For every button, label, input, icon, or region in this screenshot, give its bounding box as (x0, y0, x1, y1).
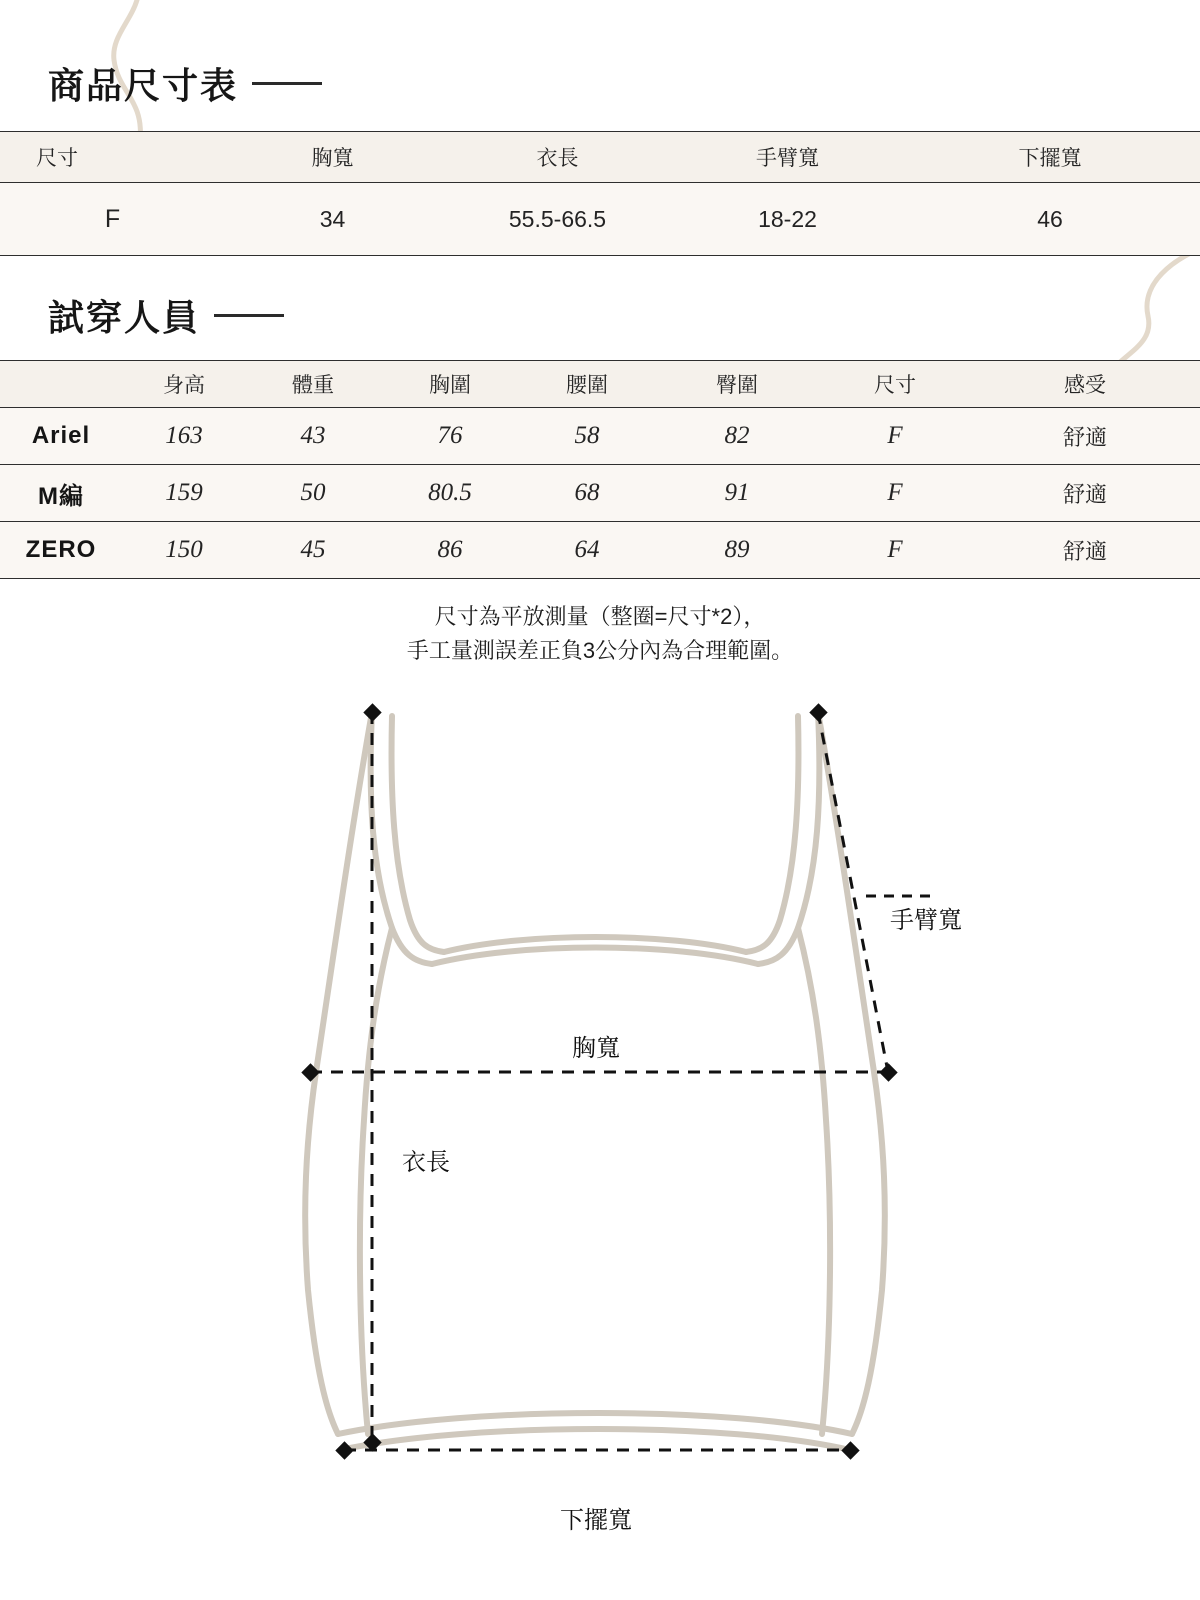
size-chart-title: 商品尺寸表 (48, 66, 239, 106)
model-feel: 舒適 (1062, 481, 1107, 507)
model-weight: 43 (300, 422, 326, 449)
table-header-row (0, 361, 1200, 408)
model-name: ZERO (25, 536, 97, 563)
heading-rule (252, 82, 322, 85)
model-header-feel: 感受 (1064, 374, 1106, 397)
bust-width-label: 胸寬 (572, 1035, 620, 1062)
size-header-size: 尺寸 (36, 147, 78, 170)
model-header-bust: 胸圍 (429, 374, 471, 397)
model-name: Ariel (31, 422, 91, 449)
model-weight: 50 (300, 479, 326, 506)
model-header-hip: 臀圍 (716, 374, 758, 397)
table-row (0, 183, 1200, 256)
model-hip: 89 (724, 536, 750, 563)
hem-width-label: 下擺寬 (560, 1507, 632, 1534)
heading-rule (214, 314, 284, 317)
size-cell-hem: 46 (1037, 205, 1063, 232)
table-row (0, 408, 1200, 465)
table-row (0, 522, 1200, 579)
size-cell-size: F (104, 204, 121, 233)
size-header-length: 衣長 (536, 147, 579, 170)
size-cell-bust: 34 (319, 205, 346, 232)
garment-measurement-diagram (0, 690, 1200, 1570)
measurement-note-line2: 手工量測誤差正負3公分內為合理範圍。 (406, 638, 794, 664)
arm-width-label: 手臂寬 (890, 907, 962, 934)
model-waist: 58 (574, 422, 600, 449)
model-header-height: 身高 (163, 374, 205, 397)
model-size: F (887, 536, 903, 563)
size-header-bust: 胸寬 (311, 147, 354, 170)
model-size: F (887, 479, 903, 506)
table-header-row (0, 132, 1200, 183)
model-height: 150 (165, 536, 203, 563)
model-bust: 80.5 (428, 479, 472, 506)
model-feel: 舒適 (1062, 424, 1107, 450)
size-chart-heading (48, 58, 322, 109)
model-waist: 64 (574, 536, 600, 563)
model-weight: 45 (300, 536, 326, 563)
size-cell-length: 55.5-66.5 (508, 205, 607, 232)
endpoint-marker (335, 1441, 353, 1459)
model-header-size: 尺寸 (874, 374, 916, 397)
model-hip: 82 (724, 422, 750, 449)
size-table-container (0, 131, 1200, 256)
size-header-arm: 手臂寬 (756, 147, 819, 170)
endpoint-marker (363, 703, 381, 721)
model-feel: 舒適 (1062, 538, 1107, 564)
model-hip: 91 (724, 479, 750, 506)
model-header-blank (0, 361, 122, 408)
endpoint-marker (841, 1441, 859, 1459)
model-table-container (0, 360, 1200, 579)
model-height: 159 (165, 479, 203, 506)
endpoint-marker (879, 1063, 897, 1081)
model-bust: 76 (437, 422, 463, 449)
model-section-title: 試穿人員 (48, 298, 201, 338)
measurement-note (0, 600, 1200, 668)
measurement-note-line1: 尺寸為平放測量（整圈=尺寸*2）， (434, 604, 766, 629)
model-bust: 86 (437, 536, 463, 563)
table-row (0, 465, 1200, 522)
model-header-weight: 體重 (292, 374, 334, 397)
length-label: 衣長 (402, 1149, 450, 1176)
garment-outline (305, 712, 885, 1450)
endpoint-marker (809, 703, 827, 721)
model-waist: 68 (574, 479, 600, 506)
model-name: M編 (38, 482, 84, 510)
model-section-heading (48, 290, 284, 341)
model-table (0, 360, 1200, 579)
size-cell-arm: 18-22 (758, 205, 817, 232)
size-header-hem: 下擺寬 (1018, 147, 1082, 170)
size-table (0, 131, 1200, 256)
model-header-waist: 腰圍 (566, 374, 608, 397)
model-size: F (887, 422, 903, 449)
model-height: 163 (165, 422, 203, 449)
